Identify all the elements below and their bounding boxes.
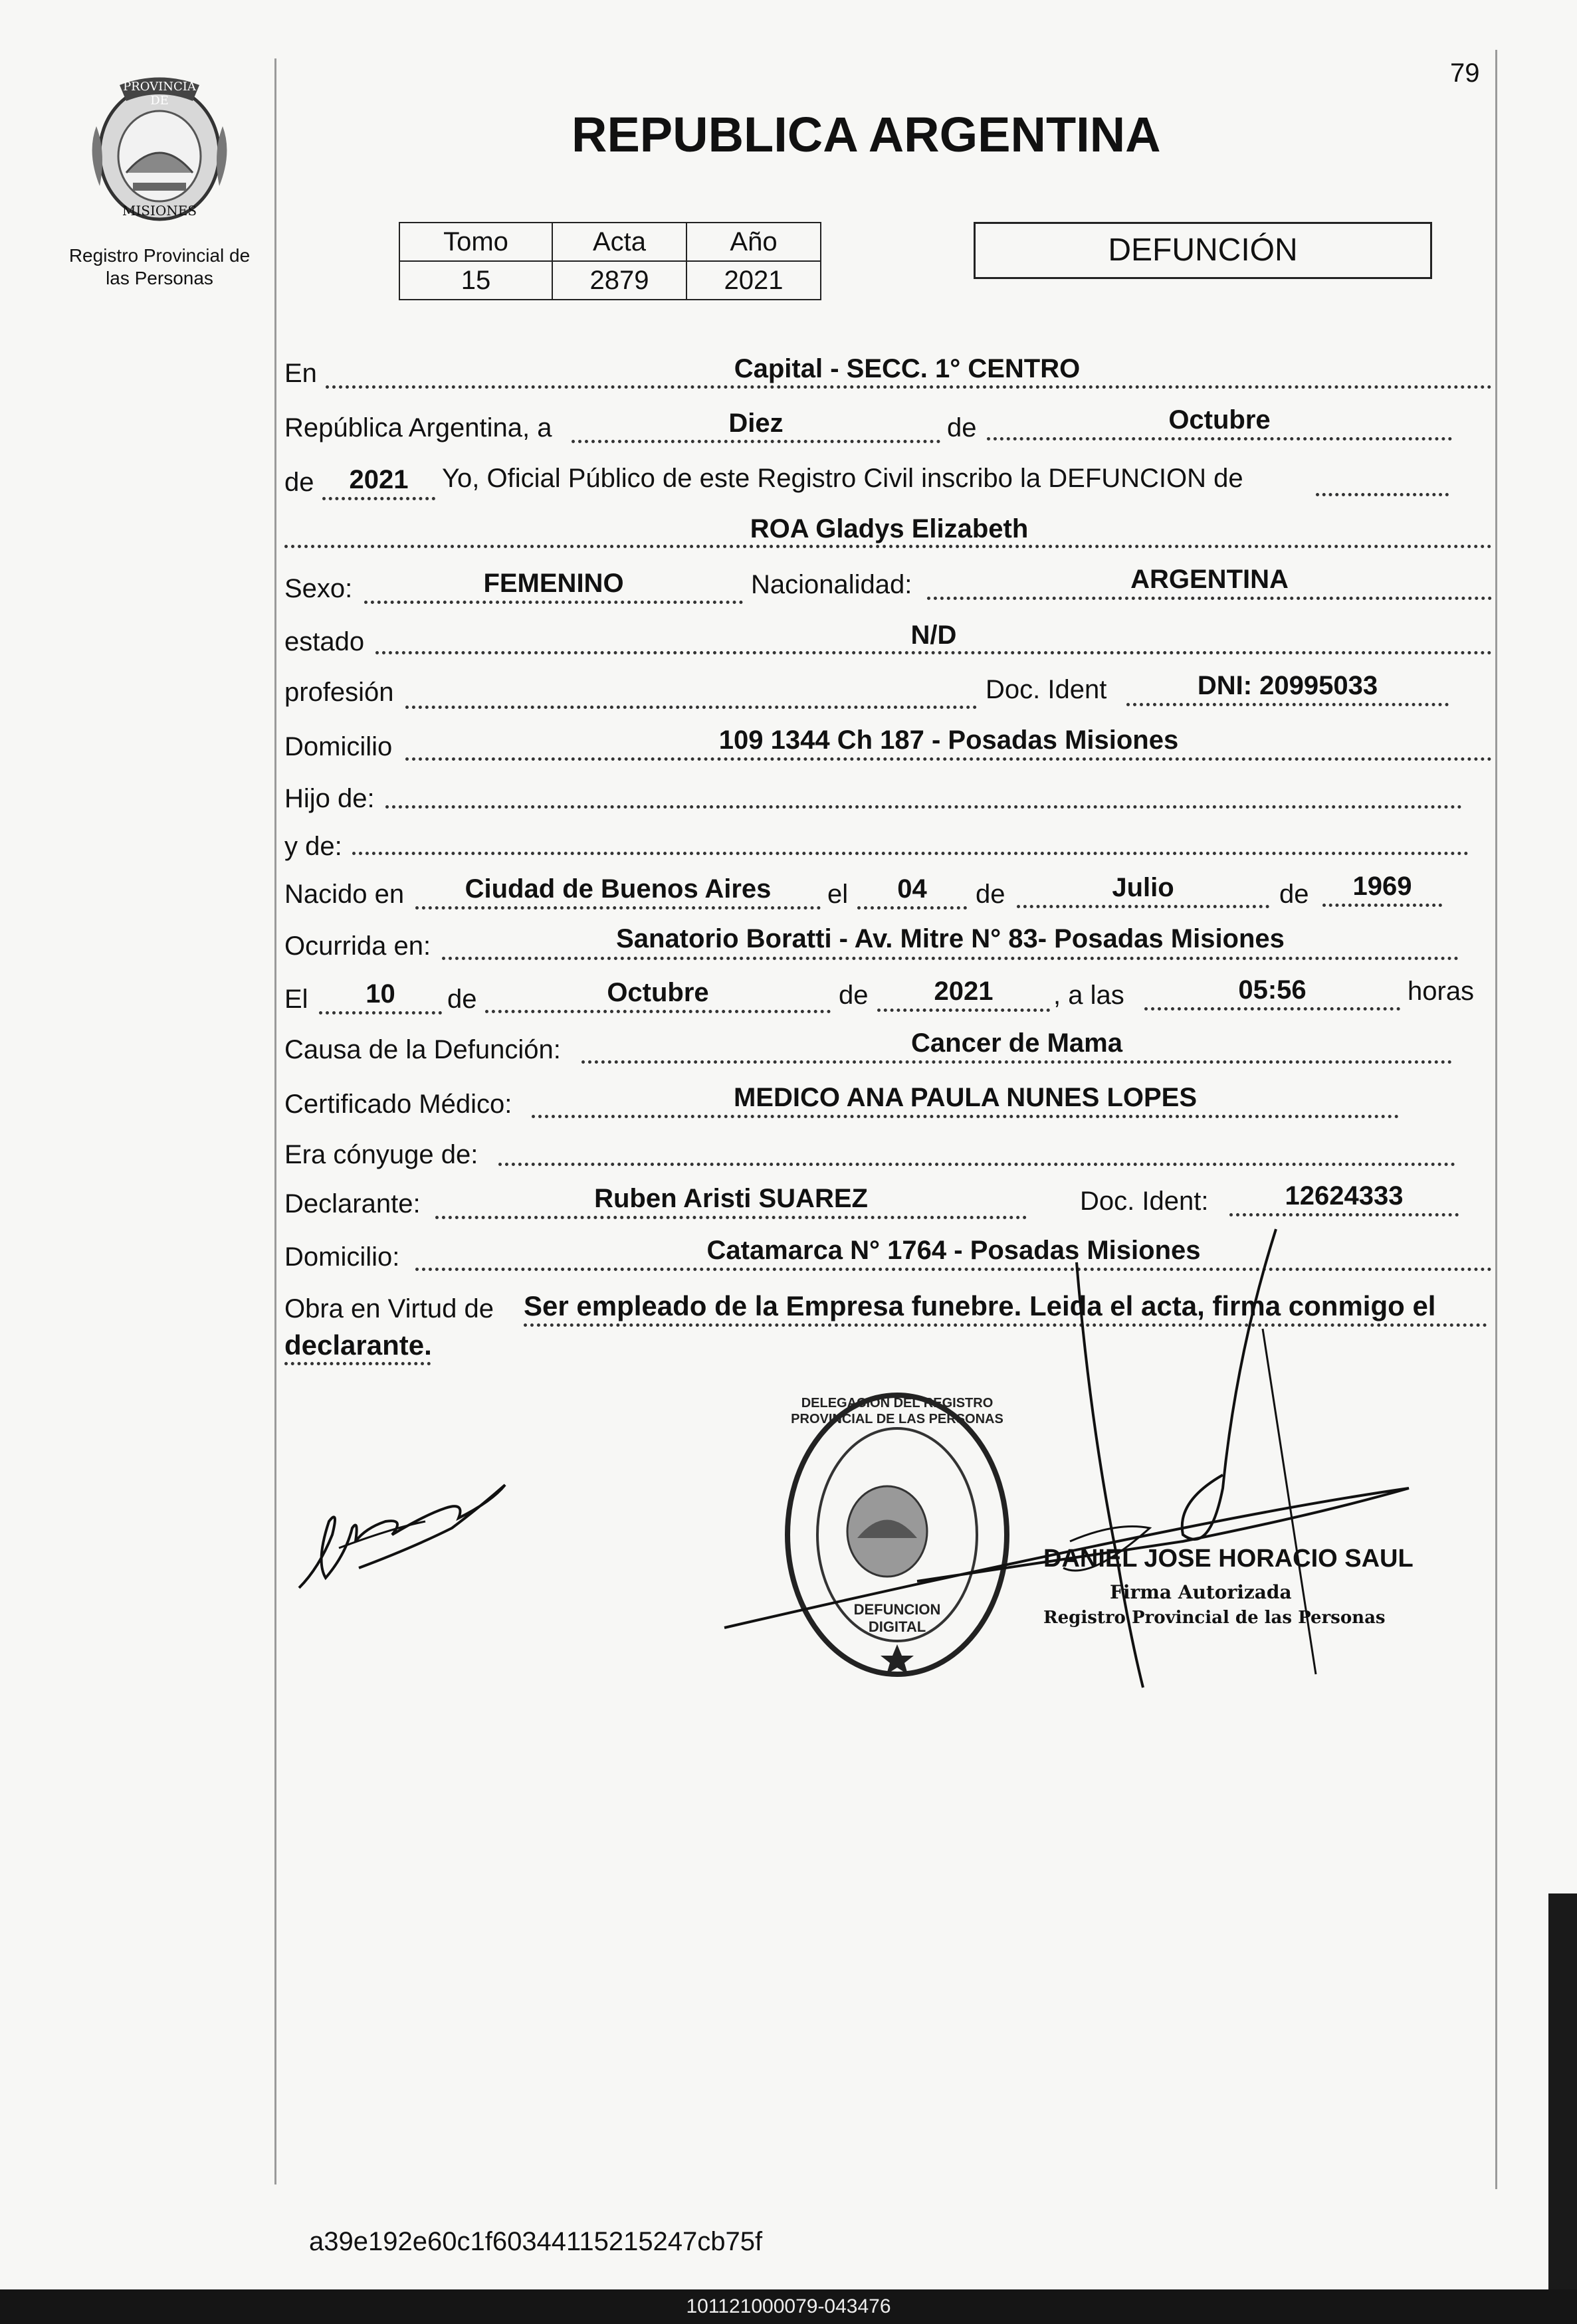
domicilio2-value: Catamarca N° 1764 - Posadas Misiones <box>706 1236 1201 1265</box>
estado-line <box>375 651 1492 654</box>
def-mes-value: Octubre <box>607 978 709 1007</box>
anio-value: 2021 <box>349 465 409 494</box>
official-role: Firma Autorizada <box>1110 1581 1292 1603</box>
nombre-value: ROA Gladys Elizabeth <box>750 514 1029 543</box>
certificado-line <box>532 1115 1399 1118</box>
nac-mes-value: Julio <box>1112 873 1174 902</box>
anio-line <box>322 497 435 500</box>
profesion-line <box>405 706 977 709</box>
en-line <box>326 385 1492 389</box>
footer-bar <box>0 2289 1577 2324</box>
nac-anio-line <box>1322 904 1442 907</box>
domicilio-label: Domicilio <box>284 732 393 761</box>
official-signature <box>718 1222 1422 1714</box>
mes-line <box>987 437 1452 440</box>
def-anio-line <box>877 1009 1050 1012</box>
province-logo <box>80 73 239 226</box>
obra-text-1: Ser empleado de la Empresa funebre. Leida el acta, firma conmigo el <box>524 1290 1436 1321</box>
estado-label: estado <box>284 627 365 656</box>
stamp-ring-text: DELEGACION DEL REGISTRO PROVINCIAL DE LAS PERSONAS <box>791 1396 1003 1426</box>
domicilio-value: 109 1344 Ch 187 - Posadas Misiones <box>718 726 1179 755</box>
declarante-doc-label: Doc. Ident: <box>1080 1187 1209 1216</box>
domicilio-line <box>405 757 1492 761</box>
nacionalidad-line <box>927 597 1492 600</box>
def-anio-value: 2021 <box>934 977 994 1006</box>
en-label: En <box>284 359 317 388</box>
domicilio2-label: Domicilio: <box>284 1242 400 1272</box>
doc-ident-label: Doc. Ident <box>986 675 1107 704</box>
stamp-inner-text: DEFUNCION DIGITAL <box>853 1601 941 1635</box>
logo-text-bottom: MISIONES <box>122 203 197 219</box>
table-value-tomo: 15 <box>399 261 552 300</box>
de-label-1: de <box>947 413 977 442</box>
profesion-label: profesión <box>284 678 394 707</box>
def-dia-value: 10 <box>366 979 395 1009</box>
def-mes-line <box>485 1010 831 1013</box>
declarante-value: Ruben Aristi SUAREZ <box>594 1184 868 1213</box>
certificado-value: MEDICO ANA PAULA NUNES LOPES <box>733 1083 1198 1112</box>
inscribo-line <box>1316 493 1449 496</box>
table-header-tomo: Tomo <box>399 223 552 261</box>
table-value-anio: 2021 <box>686 261 821 300</box>
nacionalidad-value: ARGENTINA <box>1130 565 1289 594</box>
de-label-4: de <box>1279 880 1309 909</box>
doc-ident-line <box>1126 703 1449 706</box>
declarante-label: Declarante: <box>284 1189 421 1218</box>
ocurrida-label: Ocurrida en: <box>284 931 431 961</box>
page-title: REPUBLICA ARGENTINA <box>572 107 1161 162</box>
sexo-line <box>364 601 743 604</box>
official-org: Registro Provincial de las Personas <box>1043 1608 1386 1628</box>
logo-text-top: PROVINCIA DE <box>123 80 196 108</box>
y-de-line <box>352 852 1469 855</box>
right-dark-edge <box>1548 1893 1577 2289</box>
de-label-5: de <box>447 985 477 1014</box>
nac-mes-line <box>1017 905 1269 908</box>
official-name: DANIEL JOSE HORACIO SAUL <box>1043 1545 1414 1573</box>
logo-caption-line-2: las Personas <box>106 268 213 288</box>
declarante-doc-line <box>1229 1213 1459 1216</box>
nac-dia-line <box>857 906 967 910</box>
causa-value: Cancer de Mama <box>911 1028 1122 1058</box>
declarant-signature <box>292 1455 512 1601</box>
sexo-label: Sexo: <box>284 574 353 603</box>
inscribo-text: Yo, Oficial Público de este Registro Civil inscribo la DEFUNCION de <box>442 464 1243 493</box>
document-hash: a39e192e60c1f60344115215247cb75f <box>309 2227 763 2256</box>
nacido-lugar-line <box>415 906 821 910</box>
de-label-3: de <box>976 880 1005 909</box>
doc-type-label: DEFUNCIÓN <box>1108 233 1298 268</box>
dia-line <box>572 440 940 443</box>
de-label-2: de <box>284 468 314 497</box>
logo-caption <box>27 244 292 290</box>
sexo-value: FEMENINO <box>483 569 624 598</box>
hora-value: 05:56 <box>1238 975 1307 1005</box>
nacionalidad-label: Nacionalidad: <box>751 570 912 599</box>
horas-label: horas <box>1408 977 1475 1006</box>
obra-label: Obra en Virtud de <box>284 1294 494 1323</box>
declarante-doc-value: 12624333 <box>1285 1181 1404 1210</box>
nacido-lugar-value: Ciudad de Buenos Aires <box>465 874 772 904</box>
causa-line <box>581 1060 1452 1064</box>
doc-ident-value: DNI: 20995033 <box>1197 671 1378 700</box>
estado-value: N/D <box>910 621 957 650</box>
fecha-label: República Argentina, a <box>284 413 552 442</box>
page-number: 79 <box>1450 58 1480 88</box>
ocurrida-line <box>442 957 1459 960</box>
table-header-anio: Año <box>686 223 821 261</box>
dia-value: Diez <box>728 409 784 438</box>
a-las-label: , a las <box>1053 981 1124 1010</box>
declarante-line <box>435 1216 1027 1219</box>
right-margin-line <box>1495 50 1497 2189</box>
causa-label: Causa de la Defunción: <box>284 1035 561 1064</box>
left-margin-line <box>274 58 276 2184</box>
footer-code: 101121000079-043476 <box>686 2295 891 2317</box>
en-value: Capital - SECC. 1° CENTRO <box>734 354 1081 383</box>
table-header-acta: Acta <box>552 223 686 261</box>
ocurrida-value: Sanatorio Boratti - Av. Mitre N° 83- Posadas Misiones <box>616 924 1285 953</box>
obra-line-2 <box>284 1362 431 1365</box>
nac-anio-value: 1969 <box>1352 872 1412 901</box>
hijo-label: Hijo de: <box>284 784 375 813</box>
conyuge-label: Era cónyuge de: <box>284 1140 478 1169</box>
nombre-line <box>284 545 1492 548</box>
certificado-label: Certificado Médico: <box>284 1090 512 1119</box>
obra-text-2: declarante. <box>284 1329 432 1361</box>
logo-caption-line-1: Registro Provincial de <box>68 245 251 266</box>
hora-line <box>1144 1007 1400 1011</box>
nacido-label: Nacido en <box>284 880 405 909</box>
conyuge-line <box>498 1163 1455 1166</box>
el-cap-label: El <box>284 985 308 1014</box>
record-table <box>399 222 821 300</box>
mes-value: Octubre <box>1168 405 1271 435</box>
nac-dia-value: 04 <box>897 874 927 904</box>
def-dia-line <box>319 1011 442 1015</box>
table-value-acta: 2879 <box>552 261 686 300</box>
hijo-line <box>385 805 1462 809</box>
el-label: el <box>827 880 849 909</box>
de-label-6: de <box>839 981 869 1010</box>
doc-type-box <box>974 222 1432 279</box>
y-de-label: y de: <box>284 832 342 861</box>
